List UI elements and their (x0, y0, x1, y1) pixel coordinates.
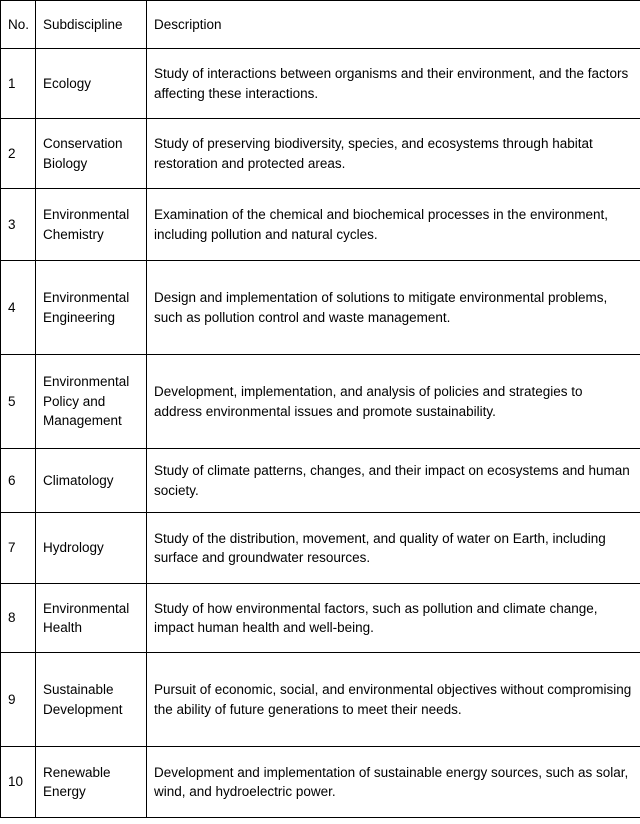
cell-description: Development, implementation, and analysis of policies and strategies to address environmental issues and promote sustainability. (147, 355, 640, 449)
cell-no: 7 (1, 513, 36, 584)
cell-subdiscipline: Environmental Policy and Management (36, 355, 147, 449)
table-row (1, 513, 640, 584)
header-no: No. (1, 1, 36, 49)
cell-subdiscipline: Environmental Engineering (36, 261, 147, 355)
cell-no: 5 (1, 355, 36, 449)
cell-subdiscipline: Environmental Chemistry (36, 189, 147, 261)
cell-no: 1 (1, 49, 36, 119)
table-row (1, 355, 640, 449)
header-subdiscipline: Subdiscipline (36, 1, 147, 49)
cell-subdiscipline: Climatology (36, 449, 147, 513)
cell-description: Study of preserving biodiversity, species, and ecosystems through habitat restoration and protected areas. (147, 119, 640, 189)
cell-no: 8 (1, 584, 36, 653)
table-row (1, 449, 640, 513)
cell-no: 2 (1, 119, 36, 189)
cell-no: 4 (1, 261, 36, 355)
cell-description: Design and implementation of solutions to mitigate environmental problems, such as pollution control and waste management. (147, 261, 640, 355)
header-description: Description (147, 1, 640, 49)
cell-subdiscipline: Sustainable Development (36, 653, 147, 747)
table-header-row (1, 1, 640, 49)
cell-no: 3 (1, 189, 36, 261)
table-row (1, 119, 640, 189)
cell-subdiscipline: Environmental Health (36, 584, 147, 653)
table-row (1, 584, 640, 653)
cell-subdiscipline: Ecology (36, 49, 147, 119)
cell-description: Study of the distribution, movement, and quality of water on Earth, including surface and groundwater resources. (147, 513, 640, 584)
cell-subdiscipline: Conservation Biology (36, 119, 147, 189)
table-row (1, 189, 640, 261)
cell-description: Study of climate patterns, changes, and their impact on ecosystems and human society. (147, 449, 640, 513)
table-row (1, 747, 640, 818)
cell-description: Development and implementation of sustainable energy sources, such as solar, wind, and hydroelectric power. (147, 747, 640, 818)
table-row (1, 653, 640, 747)
cell-description: Study of interactions between organisms and their environment, and the factors affecting these interactions. (147, 49, 640, 119)
table-row (1, 261, 640, 355)
cell-description: Examination of the chemical and biochemical processes in the environment, including pollution and natural cycles. (147, 189, 640, 261)
cell-no: 6 (1, 449, 36, 513)
cell-description: Pursuit of economic, social, and environmental objectives without compromising the ability of future generations to meet their needs. (147, 653, 640, 747)
cell-subdiscipline: Renewable Energy (36, 747, 147, 818)
cell-no: 9 (1, 653, 36, 747)
table-row (1, 49, 640, 119)
cell-no: 10 (1, 747, 36, 818)
cell-description: Study of how environmental factors, such as pollution and climate change, impact human health and well-being. (147, 584, 640, 653)
cell-subdiscipline: Hydrology (36, 513, 147, 584)
